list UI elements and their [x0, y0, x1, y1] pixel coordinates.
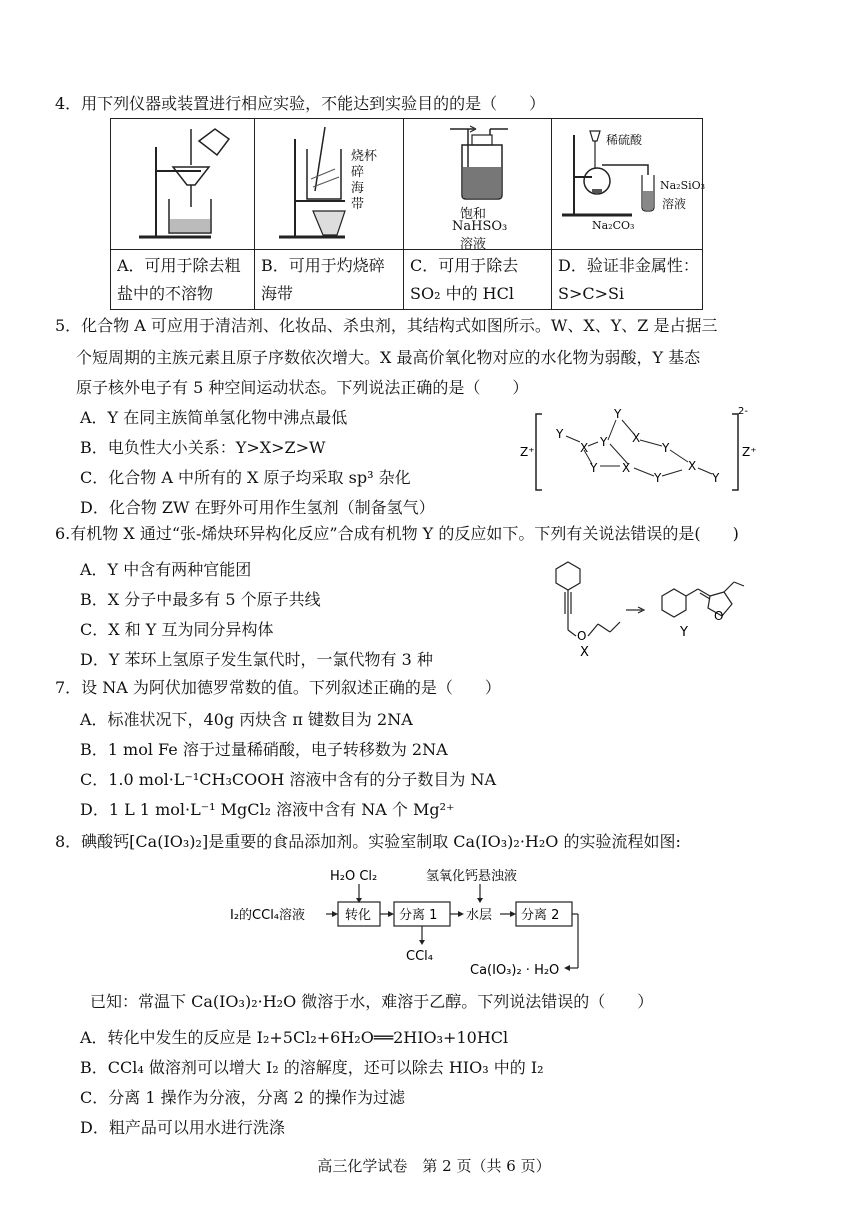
y-atom-1: Y: [556, 427, 564, 441]
q5-stem-line2: 个短周期的主族元素且原子序数依次增大。X 最高价氧化物对应的水化物为弱酸，Y 基态: [76, 348, 701, 367]
anion-charge-label: 2-: [738, 406, 748, 417]
flow-aqueous-layer: 水层: [466, 908, 493, 923]
q4-apparatus-table: [110, 118, 706, 310]
q7-option-c: C．1.0 mol·L⁻¹CH₃COOH 溶液中含有的分子数目为 NA: [80, 770, 497, 789]
q4-option-b-line2: 海带: [261, 284, 294, 303]
q4-option-b-line1: B．可用于灼烧碎: [261, 256, 385, 275]
q7-option-a: A．标准状况下，40g 丙炔含 π 键数目为 2NA: [80, 710, 413, 729]
sodium-carbonate-label: Na₂CO₃: [592, 219, 635, 232]
y-atom-4: Y: [590, 461, 598, 475]
compound-a-structure: [516, 404, 766, 500]
x-atom-3: X: [622, 461, 631, 475]
enyne-cycloisomerization-scheme: [538, 556, 808, 668]
q8-option-b: B．CCl₄ 做溶剂可以增大 I₂ 的溶解度，还可以除去 HIO₃ 中的 I₂: [80, 1058, 544, 1077]
x-atom-2: X: [632, 431, 641, 445]
sodium-silicate-solution-label: 溶液: [662, 197, 687, 211]
ether-oxygen-y: O: [714, 609, 724, 623]
q6-option-a: A．Y 中含有两种官能团: [80, 560, 252, 579]
x-atom-1: X: [580, 441, 589, 455]
cation-left-label: Z⁺: [520, 445, 535, 459]
q7-option-d: D．1 L 1 mol·L⁻¹ MgCl₂ 溶液中含有 NA 个 Mg²⁺: [80, 800, 455, 819]
burning-figure-label: 烧杯 碎 海 带: [351, 149, 378, 212]
q5-option-c: C．化合物 A 中所有的 X 原子均采取 sp³ 杂化: [80, 468, 411, 487]
q4-option-c-line2: SO₂ 中的 HCl: [410, 284, 514, 303]
q4-cell-c: [403, 119, 552, 309]
q4-cell-d: [551, 119, 706, 309]
filtration-apparatus-figure: [111, 119, 254, 249]
q5-stem-line3: 原子核外电子有 5 种空间运动状态。下列说法正确的是（ ）: [76, 378, 529, 397]
x-atom-4: X: [688, 459, 697, 473]
q8-option-d: D．粗产品可以用水进行洗涤: [80, 1118, 285, 1137]
flow-byproduct-ccl4: CCl₄: [406, 949, 433, 964]
y-atom-7: Y: [712, 471, 720, 485]
q4-stem: 4．用下列仪器或装置进行相应实验，不能达到实验目的的是（ ）: [55, 94, 546, 113]
compound-x-label: X: [580, 645, 589, 660]
y-atom-3: Y: [614, 407, 622, 421]
washing-liquid-label-1: 饱和: [460, 207, 487, 222]
compound-y-label: Y: [680, 625, 688, 640]
ether-oxygen-x: O: [577, 629, 587, 643]
dilute-sulfuric-acid-label: 稀硫酸: [606, 133, 643, 147]
q5-option-a: A．Y 在同主族简单氢化物中沸点最低: [80, 408, 348, 427]
flow-product: Ca(IO₃)₂ · H₂O: [470, 963, 560, 978]
y-atom-5: Y: [662, 441, 670, 455]
q8-known-info: 已知：常温下 Ca(IO₃)₂·H₂O 微溶于水，难溶于乙醇。下列说法错误的（ ）: [90, 992, 654, 1011]
flow-reagent-lime-slurry: 氢氧化钙悬浊液: [426, 869, 518, 884]
q4-option-a-line2: 盐中的不溶物: [117, 284, 214, 303]
q6-option-b: B．X 分子中最多有 5 个原子共线: [80, 590, 321, 609]
page-footer: 高三化学试卷 第 2 页（共 6 页）: [317, 1157, 551, 1175]
q4-option-c-line1: C．可用于除去: [410, 256, 519, 275]
q7-option-b: B．1 mol Fe 溶于过量稀硝酸，电子转移数为 2NA: [80, 740, 448, 759]
iodate-flowchart: [226, 860, 606, 984]
q6-option-d: D．Y 苯环上氢原子发生氯代时，一氯代物有 3 种: [80, 650, 433, 669]
flow-start-iodine-solution: I₂的CCl₄溶液: [230, 908, 306, 923]
q6-stem: 6.有机物 X 通过“张-烯炔环异构化反应”合成有机物 Y 的反应如下。下列有关说法错误的是( ): [55, 524, 739, 543]
q4-cell-b: [254, 119, 404, 309]
q8-stem: 8．碘酸钙[Ca(IO₃)₂]是重要的食品添加剂。实验室制取 Ca(IO₃)₂·H₂O 的实验流程如图:: [55, 832, 681, 851]
washing-liquid-label-3: 溶液: [460, 237, 487, 252]
flow-step-separation-1: 分离 1: [399, 908, 438, 923]
flow-step-separation-2: 分离 2: [521, 908, 560, 923]
q7-stem: 7．设 NA 为阿伏加德罗常数的值。下列叙述正确的是（ ）: [55, 678, 501, 697]
y-atom-2: Y: [600, 435, 608, 449]
flow-reagents-water-chlorine: H₂O Cl₂: [330, 869, 378, 884]
q5-option-b: B．电负性大小关系：Y>X>Z>W: [80, 438, 326, 457]
sodium-silicate-label: Na₂SiO₃: [660, 179, 706, 192]
q4-option-d-line2: S>C>Si: [558, 284, 625, 303]
q4-option-d-line1: D．验证非金属性：: [558, 256, 699, 275]
q5-stem-line1: 5．化合物 A 可应用于清洁剂、化妆品、杀虫剂，其结构式如图所示。W、X、Y、Z 是占据三: [55, 316, 718, 335]
cation-right-label: Z⁺: [742, 445, 757, 459]
flow-step-conversion: 转化: [345, 908, 372, 923]
q6-option-c: C．X 和 Y 互为同分异构体: [80, 620, 274, 639]
y-atom-6: Y: [654, 471, 662, 485]
q8-option-c: C．分离 1 操作为分液，分离 2 的操作为过滤: [80, 1088, 405, 1107]
q5-option-d: D．化合物 ZW 在野外可用作生氢剂（制备氢气）: [80, 498, 435, 517]
q4-cell-a: [111, 119, 254, 309]
washing-liquid-label-2: NaHSO₃: [452, 219, 508, 234]
q8-option-a: A．转化中发生的反应是 I₂+5Cl₂+6H₂O══2HIO₃+10HCl: [80, 1028, 509, 1047]
q4-option-a-line1: A．可用于除去粗: [117, 256, 241, 275]
